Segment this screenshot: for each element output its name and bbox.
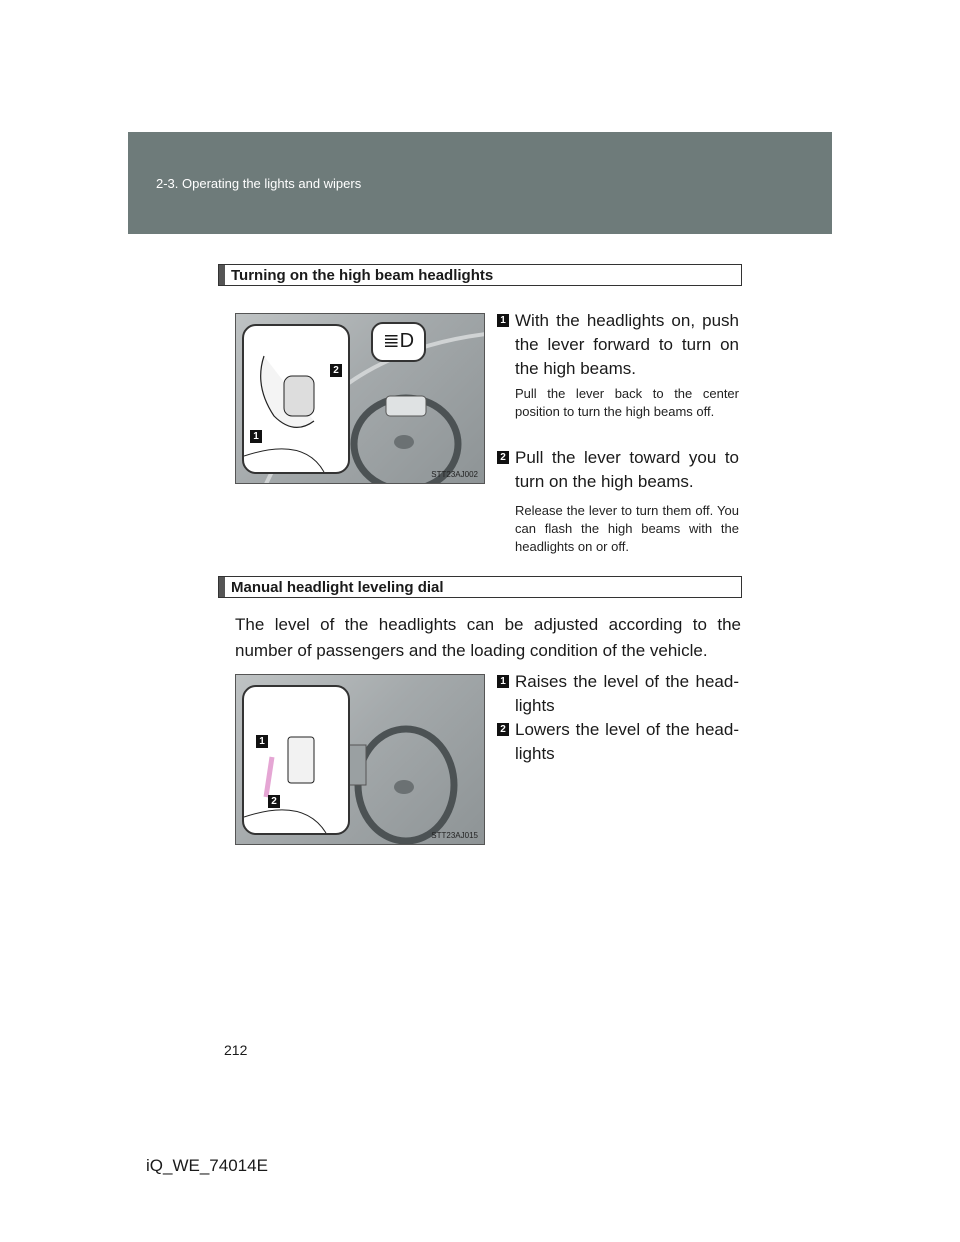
step-number: 2 — [497, 451, 509, 464]
section-title: Turning on the high beam headlights — [231, 267, 494, 284]
document-code: iQ_WE_74014E — [146, 1156, 268, 1175]
figure-label-1: 1 — [256, 735, 268, 748]
dial-closeup-inset — [242, 685, 350, 835]
step-number: 1 — [497, 314, 509, 327]
lever-drawing — [244, 326, 348, 472]
step-item — [497, 309, 739, 381]
figure-label-2: 2 — [268, 795, 280, 808]
step-number: 2 — [497, 723, 509, 736]
step-note: Release the lever to turn them off. You can flash the high beams with the headlights on or off. — [515, 503, 739, 554]
page-number: 212 — [224, 1042, 248, 1058]
figure-label-2: 2 — [330, 364, 342, 377]
header-band — [128, 132, 832, 234]
section-title-bar — [218, 264, 742, 286]
step-number: 1 — [497, 675, 509, 688]
step-item — [497, 446, 739, 494]
step-item — [497, 718, 739, 766]
step-text: Lowers the level of the head-lights — [515, 720, 739, 763]
section-accent — [219, 577, 225, 597]
figure-code: STT23AJ015 — [431, 831, 478, 840]
high-beam-icon: ≣D — [371, 322, 426, 362]
step-text: With the headlights on, push the lever forward to turn on the high beams. — [515, 311, 739, 378]
leveling-dial-figure — [235, 674, 485, 845]
dial-drawing — [244, 687, 348, 833]
lever-closeup-inset — [242, 324, 350, 474]
high-beam-figure — [235, 313, 485, 484]
step-text: Pull the lever toward you to turn on the high beams. — [515, 448, 739, 491]
step-note: Pull the lever back to the center position to turn the high beams off. — [515, 386, 739, 419]
section-accent — [219, 265, 225, 285]
section-intro: The level of the headlights can be adjusted according to the number of passengers and the loading condition of the vehicle. — [235, 615, 741, 660]
figure-code: STT23AJ002 — [431, 470, 478, 479]
figure-label-1: 1 — [250, 430, 262, 443]
section-title: Manual headlight leveling dial — [231, 579, 444, 596]
step-item — [497, 670, 739, 718]
step-text: Raises the level of the head-lights — [515, 672, 739, 715]
section-title-bar — [218, 576, 742, 598]
chapter-heading: 2-3. Operating the lights and wipers — [156, 176, 362, 191]
